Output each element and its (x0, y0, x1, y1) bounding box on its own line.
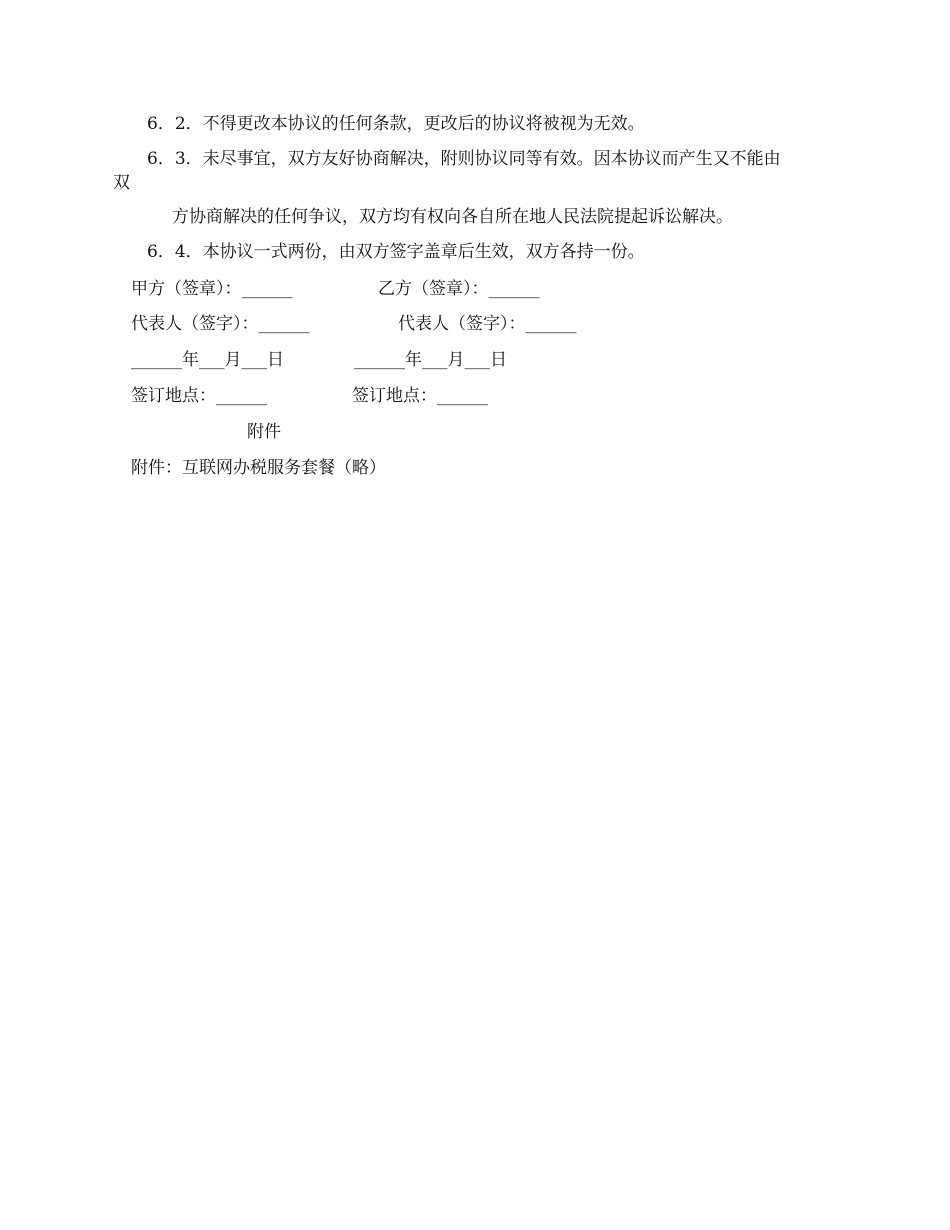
clause-6-2: 6．2．不得更改本协议的任何条款，更改后的协议将被视为无效。 (147, 114, 645, 134)
date-b: ______年___月___日 (354, 350, 507, 370)
representative-b: 代表人（签字）：______ (398, 314, 577, 334)
clause-6-3-line-1: 6．3．未尽事宜，双方友好协商解决，附则协议同等有效。因本协议而产生又不能由 (147, 149, 781, 169)
party-b-seal: 乙方（签章）：______ (378, 279, 540, 299)
appendix-heading: 附件 (247, 422, 281, 442)
date-a: ______年___月___日 (131, 350, 284, 370)
clause-6-3-line-3: 方协商解决的任何争议，双方均有权向各自所在地人民法院提起诉讼解决。 (172, 207, 733, 227)
clause-6-4: 6．4．本协议一式两份，由双方签字盖章后生效，双方各持一份。 (147, 242, 645, 262)
signing-place-a: 签订地点：______ (131, 386, 267, 406)
party-a-seal: 甲方（签章）：______ (131, 279, 293, 299)
signing-place-b: 签订地点：______ (352, 386, 488, 406)
appendix-content: 附件：互联网办税服务套餐（略） (131, 458, 386, 478)
representative-a: 代表人（签字）：______ (131, 314, 310, 334)
clause-6-3-line-2: 双 (113, 173, 130, 193)
